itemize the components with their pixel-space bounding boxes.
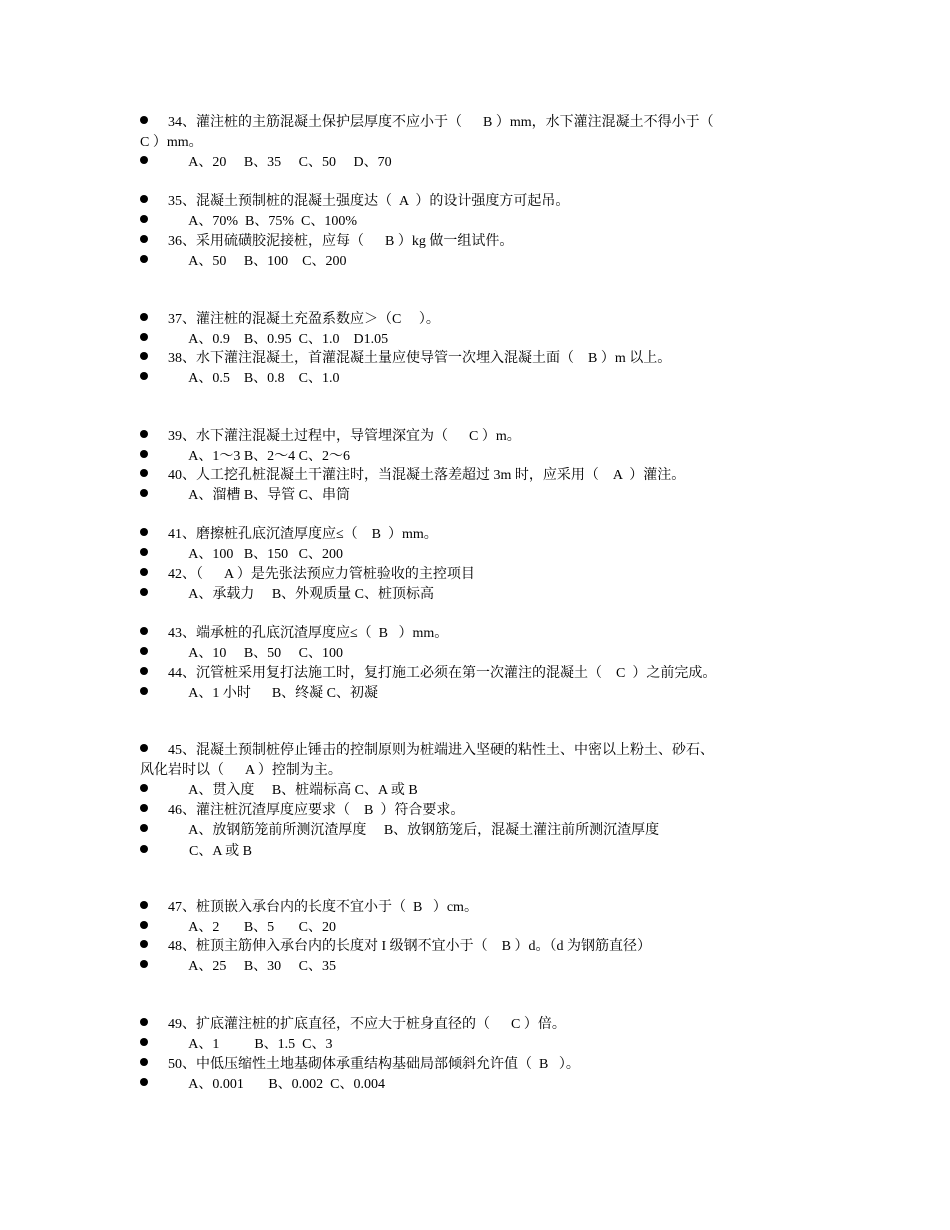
bullet-icon	[140, 450, 148, 458]
question-34-line-2: C ）mm。	[140, 135, 203, 150]
bullet-icon	[140, 372, 148, 380]
question-40: 40、人工挖孔桩混凝土干灌注时，当混凝土落差超过 3m 时，应采用（ A ）灌注。	[140, 466, 830, 486]
question-41: 41、磨擦桩孔底沉渣厚度应≤（ B ）mm。	[140, 525, 830, 545]
bullet-icon	[140, 235, 148, 243]
bullet-icon	[140, 195, 148, 203]
question-43-options: A、10 B、50 C、100	[140, 644, 830, 664]
bullet-icon	[140, 784, 148, 792]
bullet-icon	[140, 255, 148, 263]
question-45-line-1: 45、混凝土预制桩停止锤击的控制原则为桩端进入坚硬的粘性土、中密以上粉土、砂石、	[140, 741, 830, 761]
bullet-icon	[140, 901, 148, 909]
bullet-icon	[140, 333, 148, 341]
bullet-icon	[140, 156, 148, 164]
bullet-icon	[140, 116, 148, 124]
question-39-options: A、1～3 B、2～4 C、2～6	[140, 447, 830, 467]
bullet-icon	[140, 824, 148, 832]
question-41-options: A、100 B、150 C、200	[140, 545, 830, 565]
question-46-options-1: A、放钢筋笼前所测沉渣厚度 B、放钢筋笼后，混凝土灌注前所测沉渣厚度	[140, 821, 830, 841]
question-44-options: A、1 小时 B、终凝 C、初凝	[140, 684, 830, 704]
bullet-icon	[140, 352, 148, 360]
question-46-options-2: C、A 或 B	[140, 842, 830, 862]
bullet-icon	[140, 489, 148, 497]
question-42-options: A、承载力 B、外观质量 C、桩顶标高	[140, 585, 830, 605]
bullet-icon	[140, 647, 148, 655]
question-38: 38、水下灌注混凝土，首灌混凝土量应使导管一次埋入混凝土面（ B ）m 以上。	[140, 349, 830, 369]
bullet-icon	[140, 845, 148, 853]
bullet-icon	[140, 528, 148, 536]
bullet-icon	[140, 804, 148, 812]
question-47: 47、桩顶嵌入承台内的长度不宜小于（ B ）cm。	[140, 898, 830, 918]
question-44: 44、沉管桩采用复打法施工时，复打施工必须在第一次灌注的混凝土（ C ）之前完成。	[140, 664, 830, 684]
question-36: 36、采用硫磺胶泥接桩，应每（ B ）kg 做一组试件。	[140, 232, 830, 252]
question-35: 35、混凝土预制桩的混凝土强度达（ A ）的设计强度方可起吊。	[140, 192, 830, 212]
question-39: 39、水下灌注混凝土过程中，导管埋深宜为（ C ）m。	[140, 427, 830, 447]
question-49: 49、扩底灌注桩的扩底直径，不应大于桩身直径的（ C ）倍。	[140, 1015, 830, 1035]
bullet-icon	[140, 1018, 148, 1026]
question-34-options: A、20 B、35 C、50 D、70	[140, 153, 830, 173]
bullet-icon	[140, 627, 148, 635]
bullet-icon	[140, 568, 148, 576]
question-45-line-2: 风化岩时以（ A ）控制为主。	[140, 763, 342, 778]
bullet-icon	[140, 1078, 148, 1086]
question-48: 48、桩顶主筋伸入承台内的长度对 I 级钢不宜小于（ B ）d。（d 为钢筋直径）	[140, 937, 830, 957]
bullet-icon	[140, 1058, 148, 1066]
question-34-line-1: 34、灌注桩的主筋混凝土保护层厚度不应小于（ B ）mm，水下灌注混凝土不得小于（	[140, 113, 830, 133]
bullet-icon	[140, 1038, 148, 1046]
question-35-options: A、70% B、75% C、100%	[140, 212, 830, 232]
bullet-icon	[140, 667, 148, 675]
question-45-options: A、贯入度 B、桩端标高 C、A 或 B	[140, 781, 830, 801]
bullet-icon	[140, 744, 148, 752]
question-42: 42、（ A ）是先张法预应力管桩验收的主控项目	[140, 565, 830, 585]
bullet-icon	[140, 687, 148, 695]
bullet-icon	[140, 960, 148, 968]
bullet-icon	[140, 430, 148, 438]
question-46: 46、灌注桩沉渣厚度应要求（ B ）符合要求。	[140, 801, 830, 821]
question-50: 50、中低压缩性土地基砌体承重结构基础局部倾斜允许值（ B ）。	[140, 1055, 830, 1075]
question-36-options: A、50 B、100 C、200	[140, 252, 830, 272]
bullet-icon	[140, 313, 148, 321]
question-43: 43、端承桩的孔底沉渣厚度应≤（ B ）mm。	[140, 624, 830, 644]
question-40-options: A、溜槽 B、导管 C、串筒	[140, 486, 830, 506]
bullet-icon	[140, 215, 148, 223]
bullet-icon	[140, 588, 148, 596]
question-37-options: A、0.9 B、0.95 C、1.0 D1.05	[140, 330, 830, 350]
question-49-options: A、1 B、1.5 C、3	[140, 1035, 830, 1055]
question-50-options: A、0.001 B、0.002 C、0.004	[140, 1075, 830, 1095]
bullet-icon	[140, 548, 148, 556]
bullet-icon	[140, 940, 148, 948]
bullet-icon	[140, 921, 148, 929]
question-37: 37、灌注桩的混凝土充盈系数应＞（C ）。	[140, 310, 830, 330]
question-48-options: A、25 B、30 C、35	[140, 957, 830, 977]
question-47-options: A、2 B、5 C、20	[140, 918, 830, 938]
question-38-options: A、0.5 B、0.8 C、1.0	[140, 369, 830, 389]
bullet-icon	[140, 469, 148, 477]
